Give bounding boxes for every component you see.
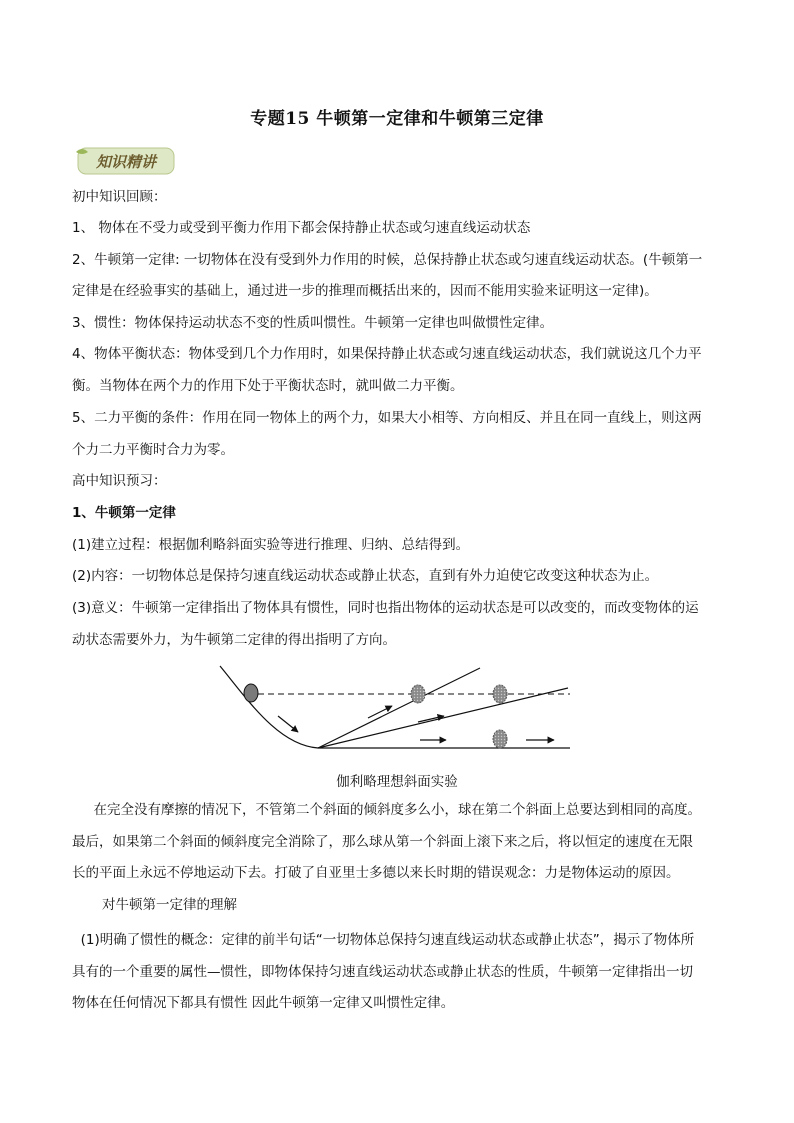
ball-shallow-incline	[493, 685, 507, 703]
text-line: 衡。当物体在两个力的作用下处于平衡状态时，就叫做二力平衡。	[72, 378, 464, 394]
shallow-second-incline	[318, 688, 568, 748]
text-line: 高中知识预习：	[72, 473, 167, 489]
badge-graphic	[72, 144, 176, 176]
arrow-steep	[368, 706, 392, 718]
ball-start	[244, 684, 258, 702]
text-line: 物体在任何情况下都具有惯性 因此牛顿第一定律又叫惯性定律。	[72, 995, 455, 1011]
text-line: 5、二力平衡的条件：作用在同一物体上的两个力，如果大小相等、方向相反、并且在同一直线上，则这两	[72, 410, 702, 426]
text-line: 在完全没有摩擦的情况下，不管第二个斜面的倾斜度多么小，球在第二个斜面上总要达到相同的高度。	[72, 802, 701, 818]
text-line: 1、 物体在不受力或受到平衡力作用下都会保持静止状态或匀速直线运动状态	[72, 220, 531, 236]
steep-second-incline	[318, 668, 480, 748]
text-line: 2、牛顿第一定律: 一切物体在没有受到外力作用的时候，总保持静止状态或匀速直线运动状态。(牛顿第一	[72, 252, 703, 268]
text-line: 长的平面上永远不停地运动下去。打破了自亚里士多德以来长时期的错误观念：力是物体运动的原因。	[72, 865, 680, 881]
text-line: (2)内容：一切物体总是保持匀速直线运动状态或静止状态，直到有外力迫使它改变这种状态为止。	[72, 568, 659, 584]
badge-label: 知识精讲	[95, 153, 157, 171]
ball-steep-incline	[411, 685, 425, 703]
section-badge	[72, 144, 176, 176]
text-line: (3)意义：牛顿第一定律指出了物体具有惯性，同时也指出物体的运动状态是可以改变的，而改变物体的运	[72, 600, 699, 616]
figure-caption: 伽利略理想斜面实验	[336, 774, 458, 790]
text-line: 动状态需要外力，为牛顿第二定律的得出指明了方向。	[72, 632, 396, 648]
text-line: 初中知识回顾：	[72, 189, 167, 205]
incline-and-ground	[220, 666, 570, 748]
text-line: 具有的一个重要的属性—惯性，即物体保持匀速直线运动状态或静止状态的性质，牛顿第一定律指出一切	[72, 964, 693, 980]
text-line: (1)建立过程：根据伽利略斜面实验等进行推理、归纳、总结得到。	[72, 537, 470, 553]
text-line: 定律是在经验事实的基础上，通过进一步的推理而概括出来的，因而不能用实验来证明这一定律)。	[72, 283, 658, 299]
text-line: (1)明确了惯性的概念：定律的前半句话“一切物体总保持匀速直线运动状态或静止状态”，揭示了物体所	[72, 932, 695, 948]
section-heading: 1、牛顿第一定律	[72, 505, 176, 521]
page-title: 专题15 牛顿第一定律和牛顿第三定律	[250, 109, 544, 129]
subheading: 对牛顿第一定律的理解	[72, 897, 238, 913]
text-line: 最后，如果第二个斜面的倾斜度完全消除了，那么球从第一个斜面上滚下来之后，将以恒定的速度在无限	[72, 834, 693, 850]
ball-flat-ground	[493, 730, 507, 748]
arrow-descent	[278, 716, 298, 732]
galileo-incline-diagram	[218, 660, 578, 760]
text-line: 4、物体平衡状态：物体受到几个力作用时，如果保持静止状态或匀速直线运动状态，我们就说这几个力平	[72, 346, 702, 362]
text-line: 个力二力平衡时合力为零。	[72, 442, 234, 458]
text-line: 3、惯性：物体保持运动状态不变的性质叫惯性。牛顿第一定律也叫做惯性定律。	[72, 315, 554, 331]
